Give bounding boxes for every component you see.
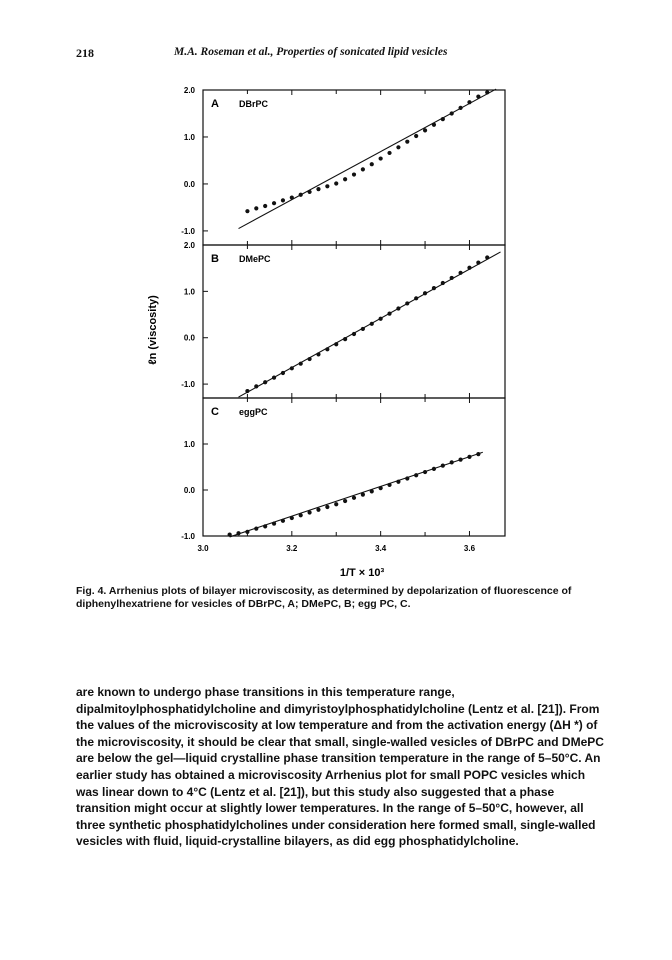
data-point — [441, 281, 445, 285]
data-point — [414, 296, 418, 300]
data-point — [254, 206, 258, 210]
data-point — [458, 106, 462, 110]
panel-title: DBrPC — [239, 99, 269, 109]
data-point — [325, 347, 329, 351]
data-point — [307, 357, 311, 361]
data-point — [441, 464, 445, 468]
data-point — [405, 140, 409, 144]
data-point — [379, 317, 383, 321]
data-point — [396, 306, 400, 310]
data-point — [450, 460, 454, 464]
panel-c — [181, 398, 505, 553]
data-point — [361, 493, 365, 497]
panel-title: DMePC — [239, 254, 271, 264]
data-point — [343, 337, 347, 341]
data-point — [423, 128, 427, 132]
data-point — [254, 527, 258, 531]
panel-frame — [203, 245, 505, 398]
data-point — [245, 530, 249, 534]
data-point — [414, 134, 418, 138]
data-point — [316, 508, 320, 512]
data-point — [379, 486, 383, 490]
panel-b — [181, 241, 505, 398]
y-tick-label: 0.0 — [183, 486, 195, 495]
data-point — [379, 156, 383, 160]
data-point — [485, 255, 489, 259]
x-tick-label: 3.6 — [463, 544, 476, 553]
panel-letter: A — [211, 98, 219, 110]
x-tick-label: 3.0 — [197, 544, 209, 553]
data-point — [370, 162, 374, 166]
y-tick-label: 2.0 — [183, 241, 195, 250]
y-tick-label: 0.0 — [183, 179, 195, 189]
body-paragraph: are known to undergo phase transitions in this temperature range, dipalmitoylphosphatidylcholine and dimyristoylphosphatidylcholine (Lentz et al. [21]). From the values of the microviscosity at low temperature and from the activation energy (ΔH *) of the microviscosity, it should be clear that small, single-walled vesicles of DBrPC and DMePC are below the gel—liquid crystalline phase transition temperature in the range of 5–50°C. An earlier study has obtained a microviscosity Arrhenius plot for small POPC vesicles which was linear down to 4°C (Lentz et al. [21]), but this study also suggested that a phase transition might occur at slightly lower temperatures. In the range of 5–50°C, however, all three synthetic phosphatidylcholines under consideration here formed small, single-walled vesicles with fluid, liquid-crystalline bilayers, as did egg phosphatidylcholine. — [76, 685, 604, 849]
data-point — [450, 111, 454, 115]
y-tick-label: 1.0 — [183, 287, 195, 297]
body-text — [76, 684, 606, 850]
data-point — [476, 452, 480, 456]
data-point — [299, 362, 303, 366]
data-point — [272, 376, 276, 380]
data-point — [263, 204, 267, 208]
data-point — [432, 286, 436, 290]
y-tick-label: 0.0 — [183, 333, 195, 343]
data-point — [432, 123, 436, 127]
figure-caption: Fig. 4. Arrhenius plots of bilayer microviscosity, as determined by depolarization of fluorescence of diphenylhexatriene for vesicles of DBrPC, A; DMePC, B; egg PC, C. — [76, 585, 572, 610]
data-point — [334, 342, 338, 346]
data-point — [423, 470, 427, 474]
data-point — [263, 380, 267, 384]
data-point — [423, 291, 427, 295]
data-point — [352, 172, 356, 176]
data-point — [343, 499, 347, 503]
y-tick-label: -1.0 — [181, 532, 195, 541]
data-point — [281, 519, 285, 523]
data-point — [299, 513, 303, 517]
panel-letter: B — [211, 253, 219, 265]
x-tick-label: 3.4 — [375, 544, 387, 553]
y-tick-label: 1.0 — [183, 132, 195, 142]
data-point — [458, 271, 462, 275]
data-point — [325, 505, 329, 509]
y-axis-label: ℓn (viscosity) — [147, 295, 159, 365]
y-tick-label: -1.0 — [181, 380, 195, 390]
panel-title: eggPC — [239, 407, 268, 417]
x-axis-label: 1/T × 10³ — [339, 567, 385, 579]
data-point — [334, 181, 338, 185]
data-point — [387, 151, 391, 155]
data-point — [307, 190, 311, 194]
data-point — [396, 480, 400, 484]
data-point — [370, 489, 374, 493]
panel-letter: C — [211, 406, 219, 418]
data-point — [307, 510, 311, 514]
data-point — [245, 209, 249, 213]
data-point — [361, 167, 365, 171]
page-number: 218 — [76, 46, 94, 60]
fit-line — [239, 89, 497, 229]
data-point — [387, 312, 391, 316]
data-point — [370, 322, 374, 326]
data-point — [228, 533, 232, 537]
data-point — [299, 193, 303, 197]
data-point — [405, 476, 409, 480]
data-point — [316, 187, 320, 191]
data-point — [467, 455, 471, 459]
data-point — [281, 371, 285, 375]
data-point — [352, 332, 356, 336]
data-point — [361, 327, 365, 331]
data-point — [281, 198, 285, 202]
data-point — [236, 531, 240, 535]
y-tick-label: 1.0 — [183, 440, 195, 449]
data-point — [450, 276, 454, 280]
data-point — [441, 117, 445, 121]
data-point — [325, 184, 329, 188]
data-point — [476, 94, 480, 98]
data-point — [387, 483, 391, 487]
data-point — [476, 261, 480, 265]
data-point — [396, 145, 400, 149]
data-point — [467, 100, 471, 104]
data-point — [343, 177, 347, 181]
data-point — [432, 467, 436, 471]
data-point — [414, 473, 418, 477]
data-point — [316, 352, 320, 356]
data-point — [334, 502, 338, 506]
data-point — [458, 458, 462, 462]
data-point — [485, 90, 489, 94]
y-tick-label: 2.0 — [183, 86, 195, 95]
panel-frame — [203, 90, 505, 245]
data-point — [290, 195, 294, 199]
panel-a — [181, 86, 505, 245]
data-point — [263, 524, 267, 528]
panel-frame — [203, 398, 505, 536]
data-point — [272, 521, 276, 525]
data-point — [290, 516, 294, 520]
y-tick-label: -1.0 — [181, 226, 195, 236]
x-tick-label: 3.2 — [286, 544, 298, 553]
data-point — [290, 366, 294, 370]
data-point — [272, 201, 276, 205]
data-point — [467, 266, 471, 270]
running-title: M.A. Roseman et al., Properties of sonicated lipid vesicles — [174, 46, 448, 58]
data-point — [254, 384, 258, 388]
data-point — [245, 389, 249, 393]
data-point — [352, 496, 356, 500]
data-point — [405, 301, 409, 305]
